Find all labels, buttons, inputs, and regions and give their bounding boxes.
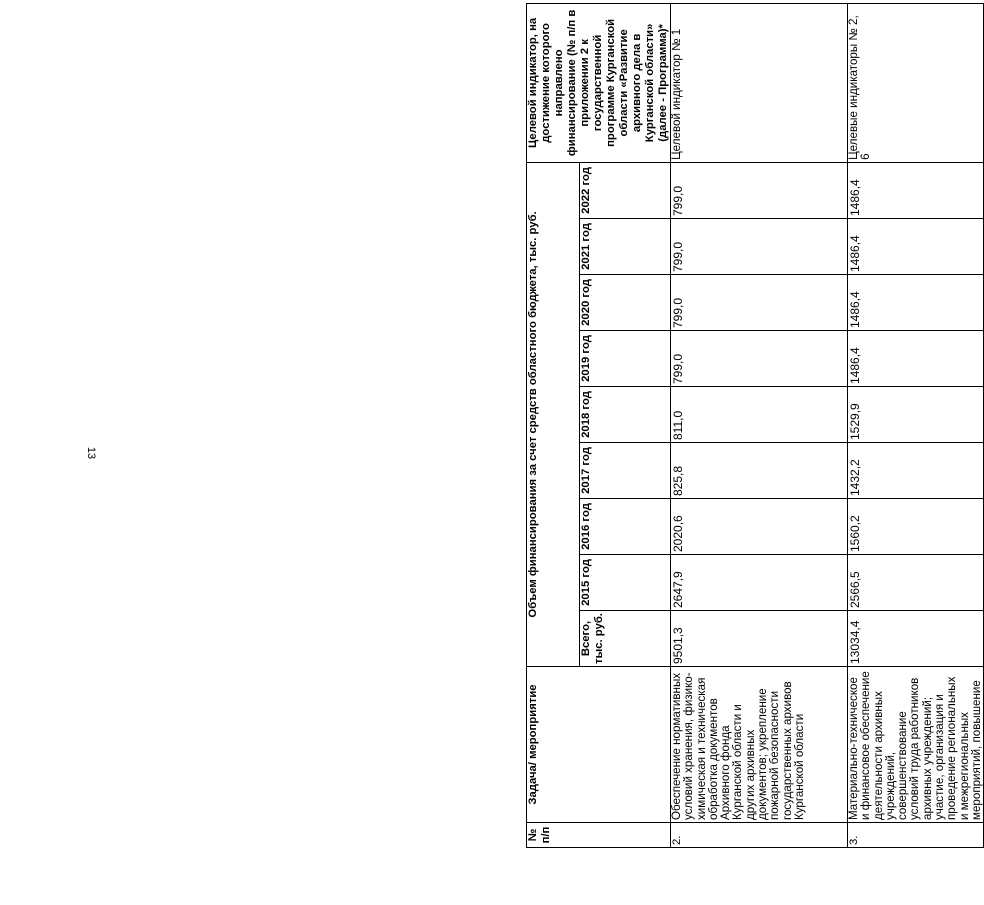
row-value: 1486,4 (848, 331, 984, 387)
header-row-1 (527, 3, 580, 847)
header-year: 2019 год (579, 331, 670, 387)
row-task: Обеспечение нормативных условий хранения, физико-химическая и техническая обработка документов Архивного фонда Курганской области и других архивных документов; укрепление пожарной безопасности государственных архивов Курганской области (671, 667, 848, 823)
header-year: 2022 год (579, 162, 670, 218)
page-number: 13 (85, 446, 97, 460)
row-value: 1560,2 (848, 499, 984, 555)
rotated-table-container (526, 9, 983, 848)
row-value: 1486,4 (848, 162, 984, 218)
funding-table (526, 3, 984, 848)
header-year: 2020 год (579, 275, 670, 331)
row-total: 13034,4 (848, 611, 984, 667)
row-value: 2647,9 (671, 555, 848, 611)
row-value: 825,8 (671, 443, 848, 499)
header-num: № п/п (527, 823, 671, 848)
header-total: Всего, тыс. руб. (579, 611, 670, 667)
row-value: 1486,4 (848, 275, 984, 331)
row-num: 2. (671, 823, 848, 848)
header-year: 2015 год (579, 555, 670, 611)
row-value: 811,0 (671, 387, 848, 443)
row-value: 799,0 (671, 275, 848, 331)
row-indicator: Целевые индикаторы № 2, 6 (848, 3, 984, 162)
row-total: 9501,3 (671, 611, 848, 667)
row-value: 799,0 (671, 331, 848, 387)
row-task: Материально-техническое и финансовое обеспечение деятельности архивных учреждений, совершенствование условий труда работников архивных учреждений; участие, организация и проведение региональных и межрегиональных мероприятий, повышение (848, 667, 984, 823)
header-task: Задача/ мероприятие (527, 667, 671, 823)
row-value: 2566,5 (848, 555, 984, 611)
row-indicator: Целевой индикатор № 1 (671, 3, 848, 162)
row-num: 3. (848, 823, 984, 848)
row-value: 2020,6 (671, 499, 848, 555)
row-value: 1529,9 (848, 387, 984, 443)
header-year: 2021 год (579, 219, 670, 275)
table-row (848, 3, 984, 847)
table-row (671, 3, 848, 847)
header-year: 2018 год (579, 387, 670, 443)
header-year: 2016 год (579, 499, 670, 555)
row-value: 1486,4 (848, 219, 984, 275)
row-value: 799,0 (671, 219, 848, 275)
header-funding-group: Объем финансирования за счет средств областного бюджета, тыс. руб. (527, 162, 580, 666)
row-value: 799,0 (671, 162, 848, 218)
row-value: 1432,2 (848, 443, 984, 499)
header-year: 2017 год (579, 443, 670, 499)
header-indicator: Целевой индикатор, на достижение которого направлено финансирование (№ п/п в приложении 2 к государственной программе Курганской области «Развитие архивного дела в Курганской области» (далее - Программа)* (527, 3, 671, 162)
